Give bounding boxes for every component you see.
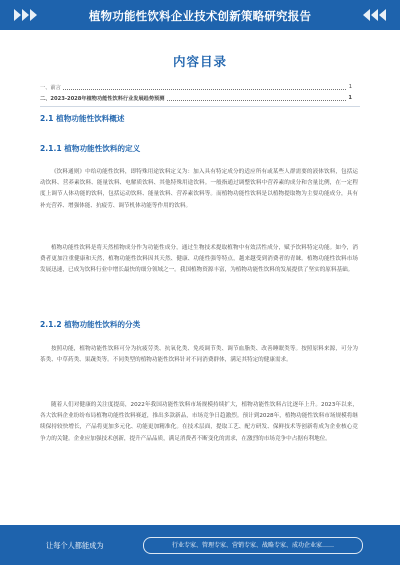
paragraph: 《饮料通则》中给功能性饮料，即特殊用途饮料定义为：加入具有特定成分的适应所有或某些人群需要的液体饮料，包括运动饮料、营养素饮料、能量饮料、电解质饮料、其他特殊用途饮料。一般指通过调整饮料中营养素的成分和含量比例，在一定程度上调节人体功能的饮料，包括运动饮料、能量饮料、营养素饮料等。而植物功能性饮料是以植物提取物为主要功能成分，具有补充营养、增强体能、抗疲劳、调节机体功能等作用的饮料。 [40, 169, 358, 209]
toc-entry-page: 1 [348, 95, 352, 101]
toc-entry-label: 一、前言 [40, 85, 61, 91]
paragraph: 植物功能性饮料是将天然植物成分作为功能性成分，通过生物技术提取植物中有效活性成分，赋予饮料特定功能。如今，消费者更加注重健康和天然，植物功能性饮料因其天然、健康、功能性强等特点，越来越受到消费者的青睐。植物功能性饮料市场发展迅速，已成为饮料行业中增长最快的细分领域之一。我国植物资源丰富，为植物功能性饮料的发展提供了坚实的原料基础。 [40, 245, 358, 274]
subsection-heading: 2.1.2 植物功能性饮料的分类 [40, 320, 141, 329]
chevron-left-icon [371, 9, 378, 21]
paragraph: 按照功能，植物功能性饮料可分为抗疲劳类、抗氧化类、免疫调节类、调节血脂类、改善睡眠类等。按照原料来源，可分为茶类、中草药类、果蔬类等。不同类型的植物功能性饮料针对不同消费群体，满足其特定的健康需求。 [40, 346, 358, 364]
toc-title: 内容目录 [172, 54, 227, 69]
subsection-heading: 2.1.1 植物功能性饮料的定义 [40, 144, 141, 153]
footer-tags: 行业专家、管理专家、营销专家、战略专家、成功企业家…… [143, 537, 363, 554]
chevron-left-icon [379, 9, 386, 21]
report-footer [0, 525, 400, 565]
toc-entry-page: 1 [348, 84, 352, 90]
section-heading: 2.1 植物功能性饮料概述 [40, 114, 125, 123]
report-title: 植物功能性饮料企业技术创新策略研究报告 [88, 9, 312, 23]
toc-entry[interactable] [40, 84, 352, 94]
chevron-left-icon [363, 9, 370, 21]
report-header [0, 0, 400, 30]
paragraph: 随着人们对健康的关注度提高，2022年我国功能性饮料市场规模持续扩大，植物功能性饮料占比逐年上升。2023年以来，各大饮料企业纷纷布局植物功能性饮料赛道，推出多款新品，市场竞争日趋激烈。预计到2028年，植物功能性饮料市场规模将继续保持较快增长，产品将更加多元化、功能更加精准化。在技术层面，提取工艺、配方研发、保鲜技术等创新将成为企业核心竞争力的关键。企业应加强技术创新，提升产品品质，满足消费者不断变化的需求，在激烈的市场竞争中占据有利地位。 [40, 402, 358, 442]
toc-entry[interactable] [40, 95, 352, 105]
toc-entry-label: 二、2023-2028年植物功能性饮料行业发展趋势预测 [40, 96, 165, 102]
footer-slogan: 让每个人都能成为 [46, 541, 104, 550]
divider [40, 106, 360, 107]
